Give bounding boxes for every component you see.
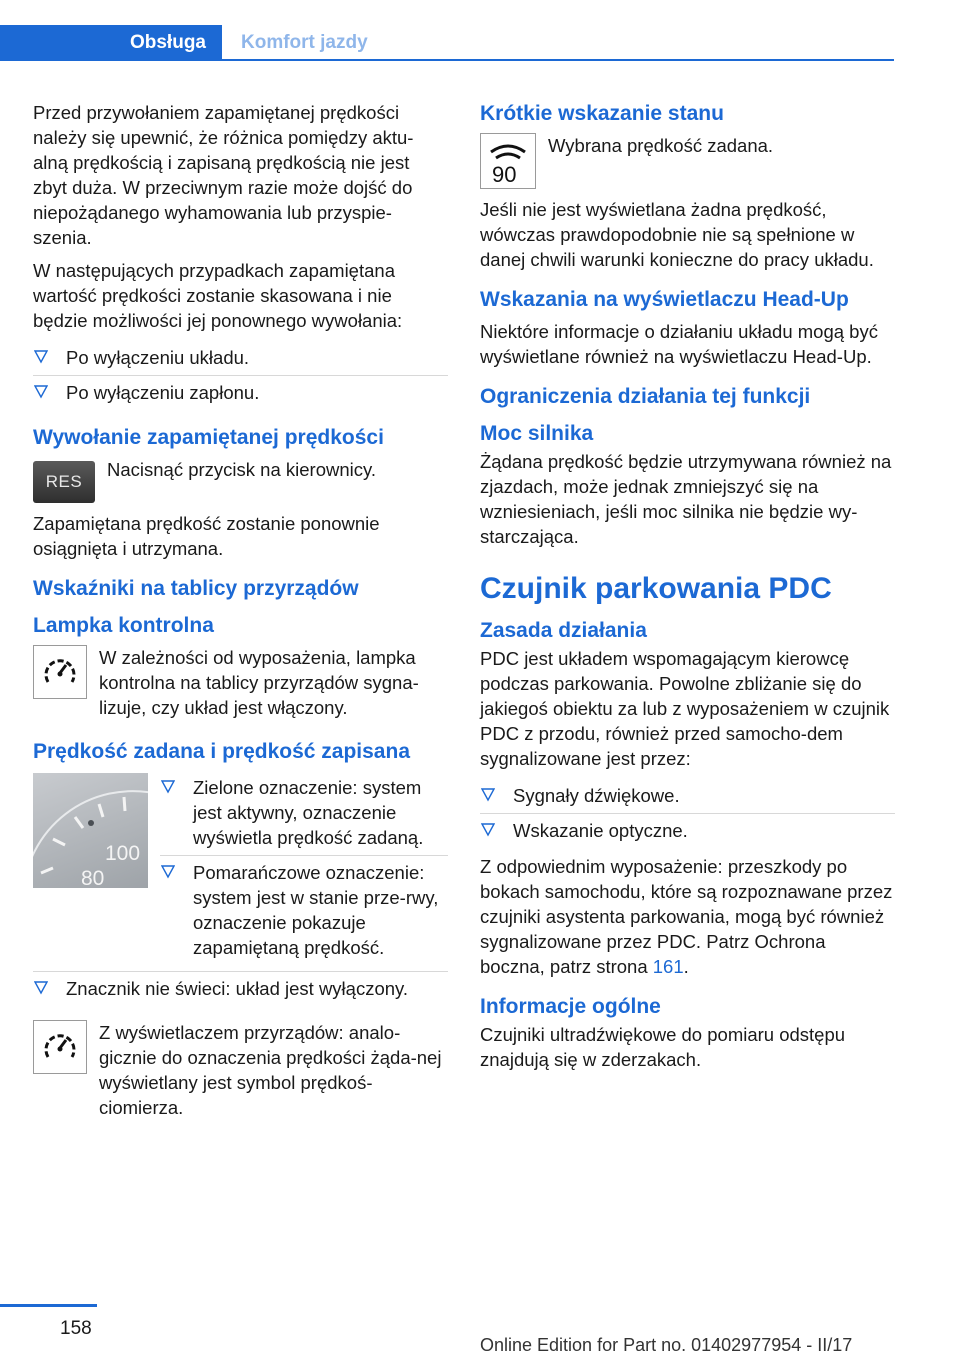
heading-speeds: Prędkość zadana i prędkość zapisana [33,740,410,763]
heading-general: Informacje ogólne [480,995,661,1018]
triangle-bullet-icon [34,981,48,995]
display-row [33,1020,448,1120]
list-item: Po wyłączeniu zapłonu. [33,376,448,410]
heading-limits: Ograniczenia działania tej funkcji [480,385,811,408]
intro-paragraph-2: W następujących przypadkach zapamiętana wartość prędkości zostanie skasowana i nie będzie możliwości jej ponownego wywołania: [33,260,403,331]
footer-rule [0,1304,97,1307]
list-item: Zielone oznaczenie: system jest aktywny, oznaczenie wyświetla prędkość zadaną. [160,771,448,856]
gauge-label-100: 100 [105,842,141,865]
header-rule [222,59,894,61]
marking-list [160,771,448,965]
intro-paragraph-1: Przed przywołaniem zapamiętanej prędkości należy się upewnić, że różnica pomiędzy aktu-alną prędkością i zapisaną prędkością nie jest zbyt duża. W przeciwnym razie może dojść do niepożądanego wyhamowania lub przyspie-szenia. [33,102,414,248]
triangle-bullet-icon [34,350,48,364]
list-item: Wskazanie optyczne. [480,814,895,848]
engine-text: Żądana prędkość będzie utrzymywana również na zjazdach, może jednak zmniejszyć się na wzniesieniach, jeśli moc silnika nie będzie wy-starczająca. [480,451,892,547]
tab-komfort-jazdy[interactable]: Komfort jazdy [241,32,368,53]
general-text: Czujniki ultradźwiękowe do pomiaru odstępu znajdują się w zderzakach. [480,1024,846,1070]
edition-note: Online Edition for Part no. 01402977954 - II/17 [480,1335,853,1355]
gauge-label-80: 80 [81,867,105,888]
recall-text: Nacisnąć przycisk na kierownicy. [107,459,377,480]
speedometer-symbol-icon [33,1020,87,1074]
list-item: Po wyłączeniu układu. [33,341,448,376]
speedometer-gauge-image [33,773,148,888]
status-note: Jeśli nie jest wyświetlana żadna prędkość, wówczas prawdopodobnie nie są spełnione w danej chwili warunki konieczne do pracy układu. [480,199,874,270]
page-number: 158 [60,1318,92,1339]
heading-pdc: Czujnik parkowania PDC [480,572,832,605]
res-row [33,457,448,503]
lamp-row [33,645,448,720]
header-tabs [0,25,894,61]
set-speed-value: 90 [492,162,517,186]
res-button-icon: RES [33,461,95,503]
triangle-bullet-icon [481,823,495,837]
triangle-bullet-icon [34,385,48,399]
status-row [480,133,895,189]
triangle-bullet-icon [161,865,175,879]
lamp-text: W zależności od wyposażenia, lampka kontrolna na tablicy przyrządów sygna-lizuje, czy układ jest włączony. [99,647,419,718]
heading-recall-speed: Wywołanie zapamiętanej prędkości [33,426,384,449]
reset-conditions-list [33,341,448,410]
gauge-row [33,771,448,971]
page-link-161[interactable]: 161 [652,956,684,977]
cruise-control-icon [33,645,87,699]
heading-status: Krótkie wskazanie stanu [480,102,724,125]
principle-text: PDC jest układem wspomagającym kierowcę podczas parkowania. Powolne zbliżanie się do jakiegoś obiektu za lub z wyposażeniem w czujnik PDC z przodu, również przed samocho-dem sygnalizowane jest przez: [480,648,890,769]
heading-principle: Zasada działania [480,619,647,642]
triangle-bullet-icon [161,780,175,794]
set-speed-icon [480,133,536,189]
heading-indicators: Wskaźniki na tablicy przyrządów [33,577,359,600]
equipment-text: Z odpowiednim wyposażenie: przeszkody po bokach samochodu, które są rozpoznawane przez czujniki asystenta parkowania, mogą być również sygnalizowane przez PDC. Patrz Ochrona boczna, patrz strona 161. [480,856,893,977]
list-item: Sygnały dźwiękowe. [480,779,895,814]
heading-lamp: Lampka kontrolna [33,614,214,637]
list-item: Pomarańczowe oznaczenie: system jest w stanie prze-rwy, oznaczenie pokazuje zapamiętaną prędkość. [160,856,448,965]
signal-list [480,779,895,848]
triangle-bullet-icon [481,788,495,802]
recall-result: Zapamiętana prędkość zostanie ponownie osiągnięta i utrzymana. [33,513,380,559]
list-item: Znacznik nie świeci: układ jest wyłączony. [33,972,448,1006]
right-column [480,100,895,1080]
hud-text: Niektóre informacje o działaniu układu mogą być wyświetlane również na wyświetlaczu Head-Up. [480,321,878,367]
heading-hud: Wskazania na wyświetlaczu Head-Up [480,288,849,311]
display-text: Z wyświetlaczem przyrządów: analo-gicznie do oznaczenia prędkości żąda-nej wyświetlany jest symbol prędkoś-ciomierza. [99,1022,442,1118]
tab-obsluga[interactable]: Obsługa [0,25,222,61]
status-text: Wybrana prędkość zadana. [548,135,774,156]
left-column [33,100,448,1128]
off-list [33,971,448,1006]
heading-engine: Moc silnika [480,422,594,445]
